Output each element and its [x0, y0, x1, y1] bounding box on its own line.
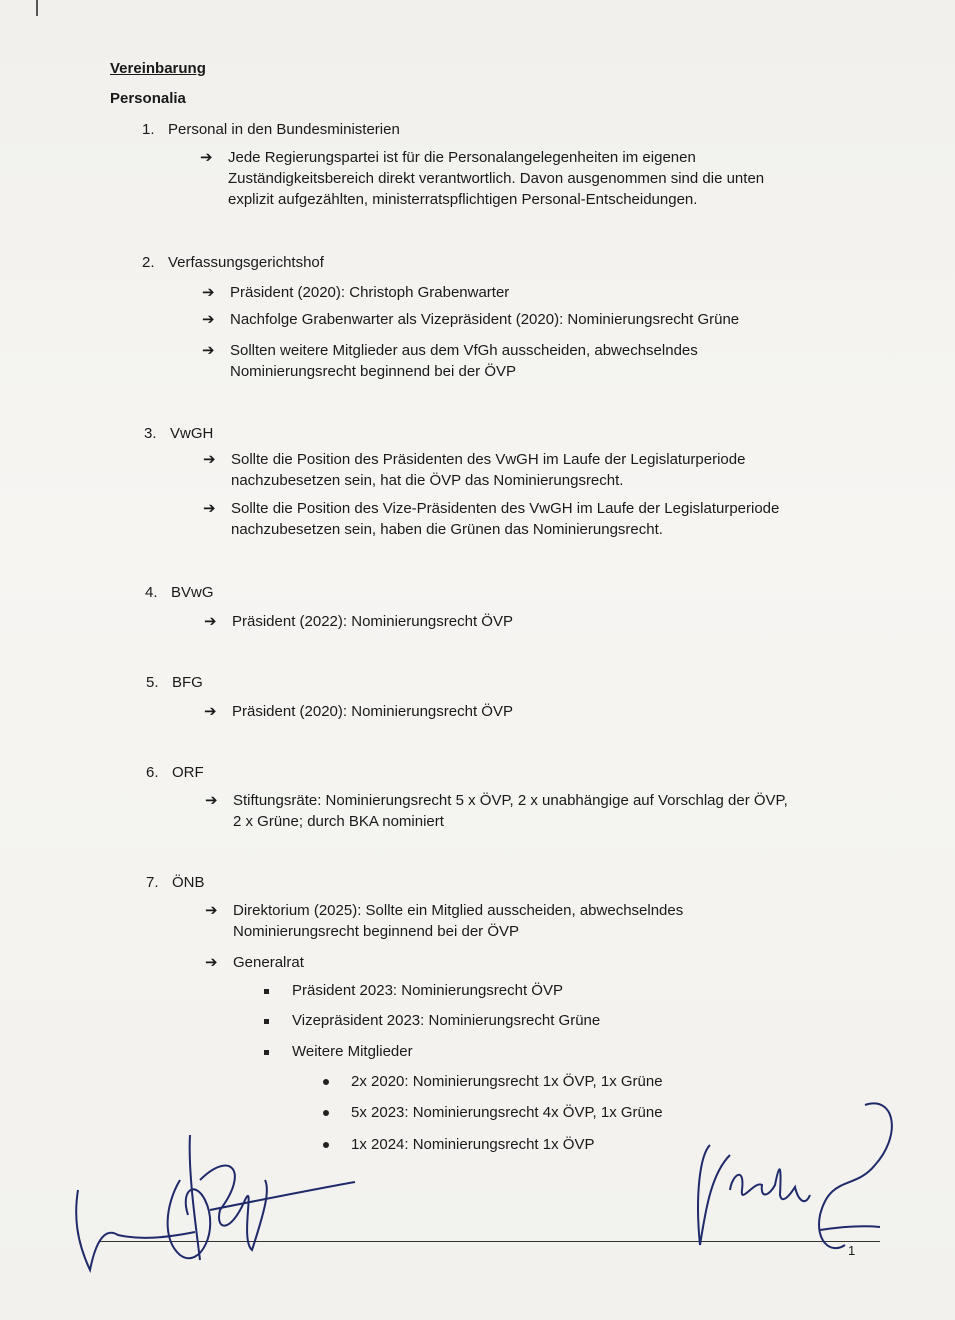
generalrat-entry	[292, 982, 563, 999]
section-heading: Personalia	[110, 90, 186, 107]
item-number: 2.	[142, 254, 155, 271]
arrow-point	[202, 309, 740, 330]
point-line: Direktorium (2025): Sollte ein Mitglied ausscheiden, abwechselndes	[233, 902, 684, 919]
arrow-icon: ➔	[202, 284, 215, 301]
item-label: Personal in den Bundesministerien	[168, 121, 400, 138]
arrow-icon: ➔	[205, 792, 218, 809]
point-line: nachzubesetzen sein, haben die Grünen das Nominierungsrecht.	[231, 521, 663, 538]
square-bullet-icon	[264, 1050, 269, 1055]
arrow-icon: ➔	[202, 311, 215, 328]
item-label: BFG	[172, 674, 203, 691]
arrow-point	[205, 790, 788, 832]
right-signature	[670, 1095, 910, 1265]
entry-text: Vizepräsident 2023: Nominierungsrecht Grüne	[292, 1012, 601, 1029]
round-bullet-icon	[323, 1110, 329, 1116]
item-label: ÖNB	[172, 874, 205, 891]
point-line: Generalrat	[233, 954, 304, 971]
arrow-point	[203, 498, 780, 540]
point-line: Nominierungsrecht beginnend bei der ÖVP	[230, 363, 517, 380]
entry-text: Präsident 2023: Nominierungsrecht ÖVP	[292, 982, 563, 999]
document-title: Vereinbarung	[110, 60, 206, 77]
item-number: 4.	[145, 584, 158, 601]
point-line: Zuständigkeitsbereich direkt verantwortlich. Davon ausgenommen sind die unten	[228, 170, 765, 187]
item-label: Verfassungsgerichtshof	[168, 254, 324, 271]
square-bullet-icon	[264, 1019, 269, 1024]
member-entry	[351, 1136, 594, 1153]
point-line: 2 x Grüne; durch BKA nominiert	[233, 813, 444, 830]
item-number: 7.	[146, 874, 159, 891]
arrow-icon: ➔	[205, 902, 218, 919]
list-item-5-heading	[146, 674, 203, 691]
point-line: Nominierungsrecht beginnend bei der ÖVP	[233, 923, 520, 940]
arrow-point	[205, 952, 304, 973]
point-line: Nachfolge Grabenwarter als Vizepräsident (2020): Nominierungsrecht Grüne	[230, 311, 740, 328]
list-item-6-heading	[146, 764, 204, 781]
arrow-icon: ➔	[203, 451, 216, 468]
round-bullet-icon	[323, 1079, 329, 1085]
arrow-point	[204, 701, 513, 722]
point-line: Präsident (2020): Christoph Grabenwarter	[230, 284, 510, 301]
item-label: VwGH	[170, 425, 214, 442]
arrow-point	[204, 611, 513, 632]
item-number: 1.	[142, 121, 155, 138]
arrow-icon: ➔	[202, 342, 215, 359]
arrow-icon: ➔	[204, 613, 217, 630]
arrow-icon: ➔	[200, 149, 213, 166]
point-line: Jede Regierungspartei ist für die Personalangelegenheiten im eigenen	[228, 149, 696, 166]
point-line: explizit aufgezählten, ministerratspflichtigen Personal-Entscheidungen.	[228, 191, 698, 208]
member-entry	[351, 1073, 663, 1090]
item-label: BVwG	[171, 584, 214, 601]
item-number: 3.	[144, 425, 157, 442]
entry-text: 1x 2024: Nominierungsrecht 1x ÖVP	[351, 1136, 595, 1153]
page-number: 1	[848, 1243, 856, 1258]
list-item-7-heading	[146, 874, 205, 891]
list-item-1-heading	[142, 121, 400, 138]
list-item-2-heading	[142, 254, 324, 271]
generalrat-entry	[292, 1012, 600, 1029]
arrow-point	[205, 900, 684, 942]
item-number: 6.	[146, 764, 159, 781]
list-item-3-heading	[144, 425, 213, 442]
point-line: Präsident (2020): Nominierungsrecht ÖVP	[232, 703, 513, 720]
left-signature	[70, 1120, 370, 1280]
arrow-icon: ➔	[203, 500, 216, 517]
item-label: ORF	[172, 764, 204, 781]
list-item-4-heading	[145, 584, 214, 601]
arrow-icon: ➔	[204, 703, 217, 720]
arrow-icon: ➔	[205, 954, 218, 971]
arrow-point	[202, 340, 698, 382]
arrow-point	[203, 449, 746, 491]
entry-text: 5x 2023: Nominierungsrecht 4x ÖVP, 1x Grüne	[351, 1104, 663, 1121]
arrow-point	[200, 147, 765, 210]
member-entry	[351, 1104, 663, 1121]
scan-edge-mark	[36, 0, 38, 16]
point-line: Sollten weitere Mitglieder aus dem VfGh ausscheiden, abwechselndes	[230, 342, 698, 359]
point-line: Sollte die Position des Vize-Präsidenten des VwGH im Laufe der Legislaturperiode	[231, 500, 780, 517]
item-number: 5.	[146, 674, 159, 691]
point-line: Präsident (2022): Nominierungsrecht ÖVP	[232, 613, 513, 630]
generalrat-entry	[292, 1043, 413, 1060]
square-bullet-icon	[264, 989, 269, 994]
entry-text: Weitere Mitglieder	[292, 1043, 413, 1060]
point-line: Stiftungsräte: Nominierungsrecht 5 x ÖVP, 2 x unabhängige auf Vorschlag der ÖVP,	[233, 792, 788, 809]
point-line: nachzubesetzen sein, hat die ÖVP das Nominierungsrecht.	[231, 472, 624, 489]
entry-text: 2x 2020: Nominierungsrecht 1x ÖVP, 1x Grüne	[351, 1073, 663, 1090]
point-line: Sollte die Position des Präsidenten des VwGH im Laufe der Legislaturperiode	[231, 451, 746, 468]
arrow-point	[202, 282, 510, 303]
